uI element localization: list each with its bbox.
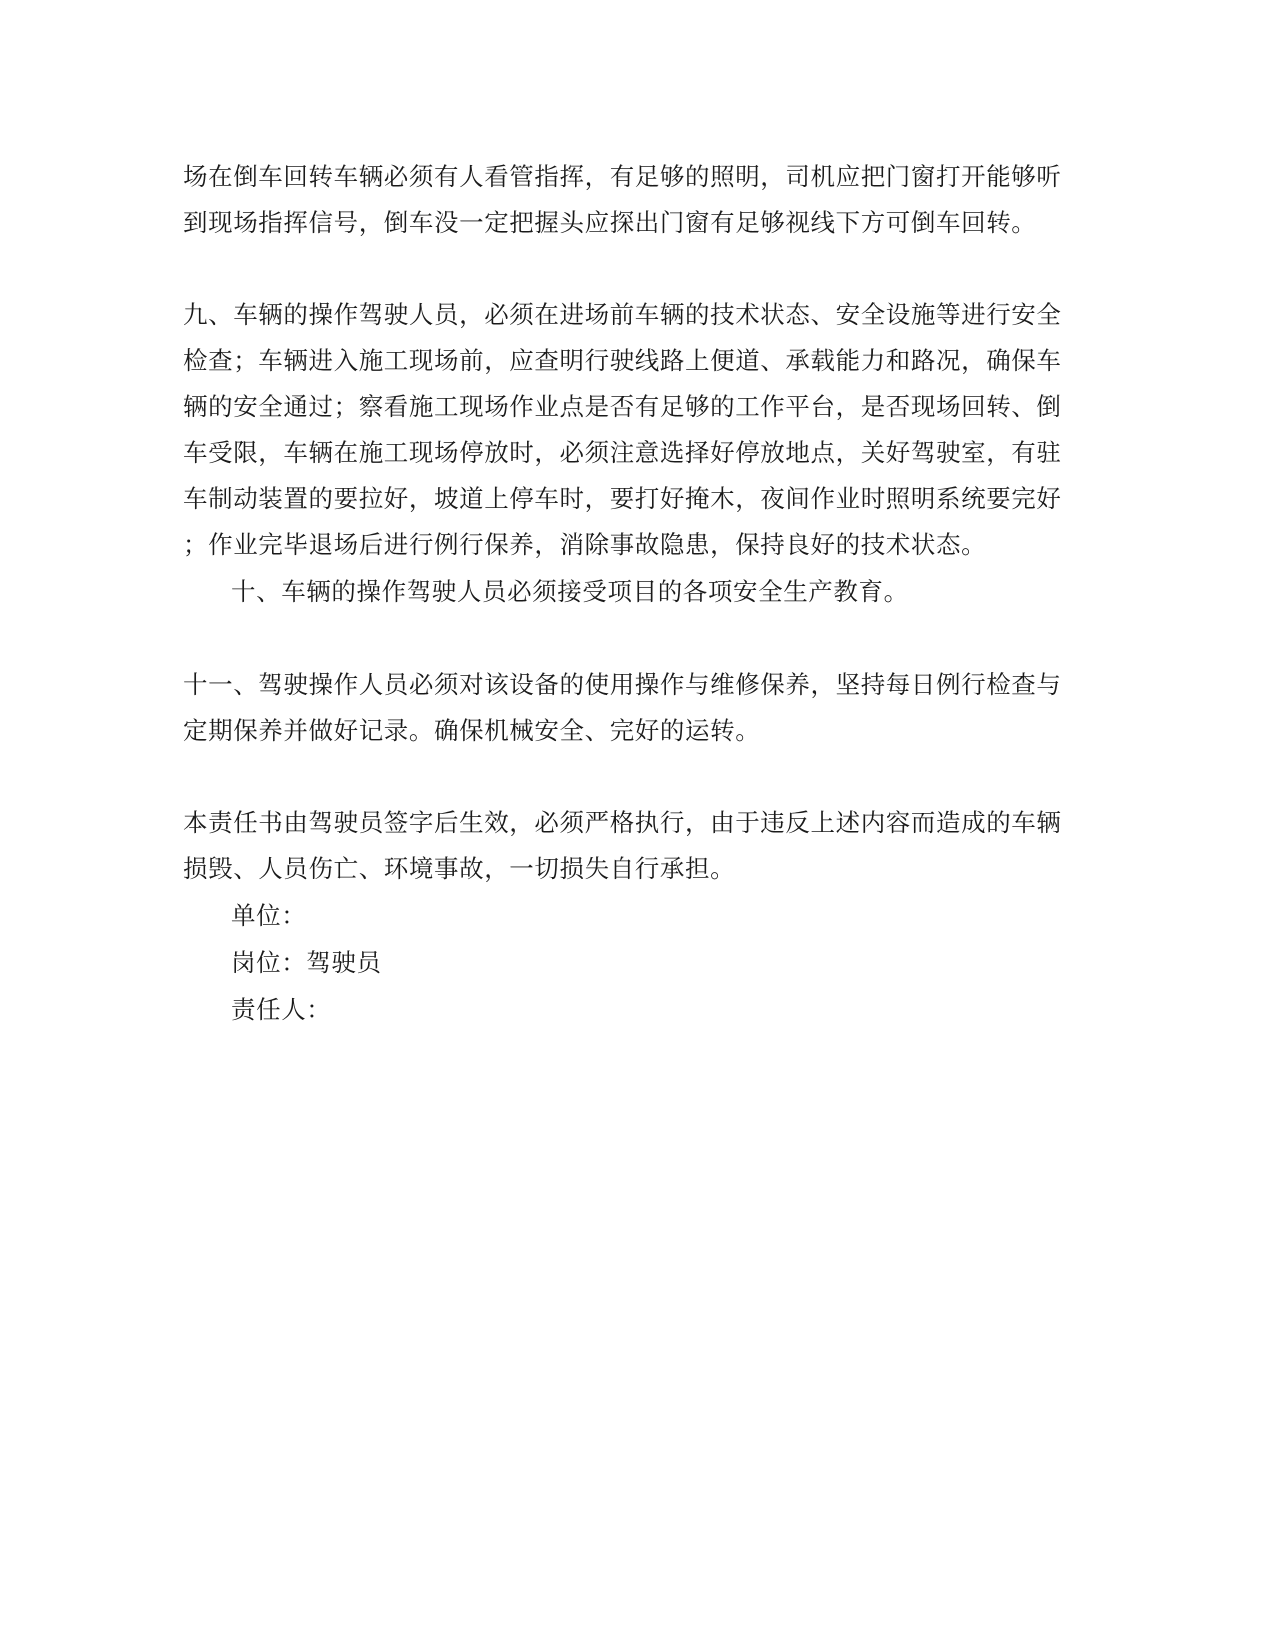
signature-responsible-person: 责任人： — [231, 995, 332, 1024]
item-9-line-1: 九、车辆的操作驾驶人员，必须在进场前车辆的技术状态、安全设施等进行安全 — [183, 300, 1062, 329]
item-11-line-1: 十一、驾驶操作人员必须对该设备的使用操作与维修保养，坚持每日例行检查与 — [183, 670, 1062, 699]
item-9-line-6: ；作业完毕退场后进行例行保养，消除事故隐患，保持良好的技术状态。 — [183, 530, 987, 559]
item-9-line-3: 辆的安全通过；察看施工现场作业点是否有足够的工作平台，是否现场回转、倒 — [183, 392, 1062, 421]
item-9-line-4: 车受限，车辆在施工现场停放时，必须注意选择好停放地点，关好驾驶室，有驻 — [183, 438, 1062, 467]
item-9-line-5: 车制动装置的要拉好，坡道上停车时，要打好掩木，夜间作业时照明系统要完好 — [183, 484, 1062, 513]
item-9-line-2: 检查；车辆进入施工现场前，应查明行驶线路上便道、承载能力和路况，确保车 — [183, 346, 1062, 375]
signature-position: 岗位：驾驶员 — [231, 948, 382, 977]
signature-unit: 单位： — [231, 901, 307, 930]
closing-line-1: 本责任书由驾驶员签字后生效，必须严格执行，由于违反上述内容而造成的车辆 — [183, 808, 1062, 837]
paragraph-continuation-line-2: 到现场指挥信号，倒车没一定把握头应探出门窗有足够视线下方可倒车回转。 — [183, 208, 1037, 237]
item-10: 十、车辆的操作驾驶人员必须接受项目的各项安全生产教育。 — [231, 577, 909, 606]
closing-line-2: 损毁、人员伤亡、环境事故，一切损失自行承担。 — [183, 854, 736, 883]
paragraph-continuation-line-1: 场在倒车回转车辆必须有人看管指挥，有足够的照明，司机应把门窗打开能够听 — [183, 162, 1062, 191]
item-11-line-2: 定期保养并做好记录。确保机械安全、完好的运转。 — [183, 716, 761, 745]
